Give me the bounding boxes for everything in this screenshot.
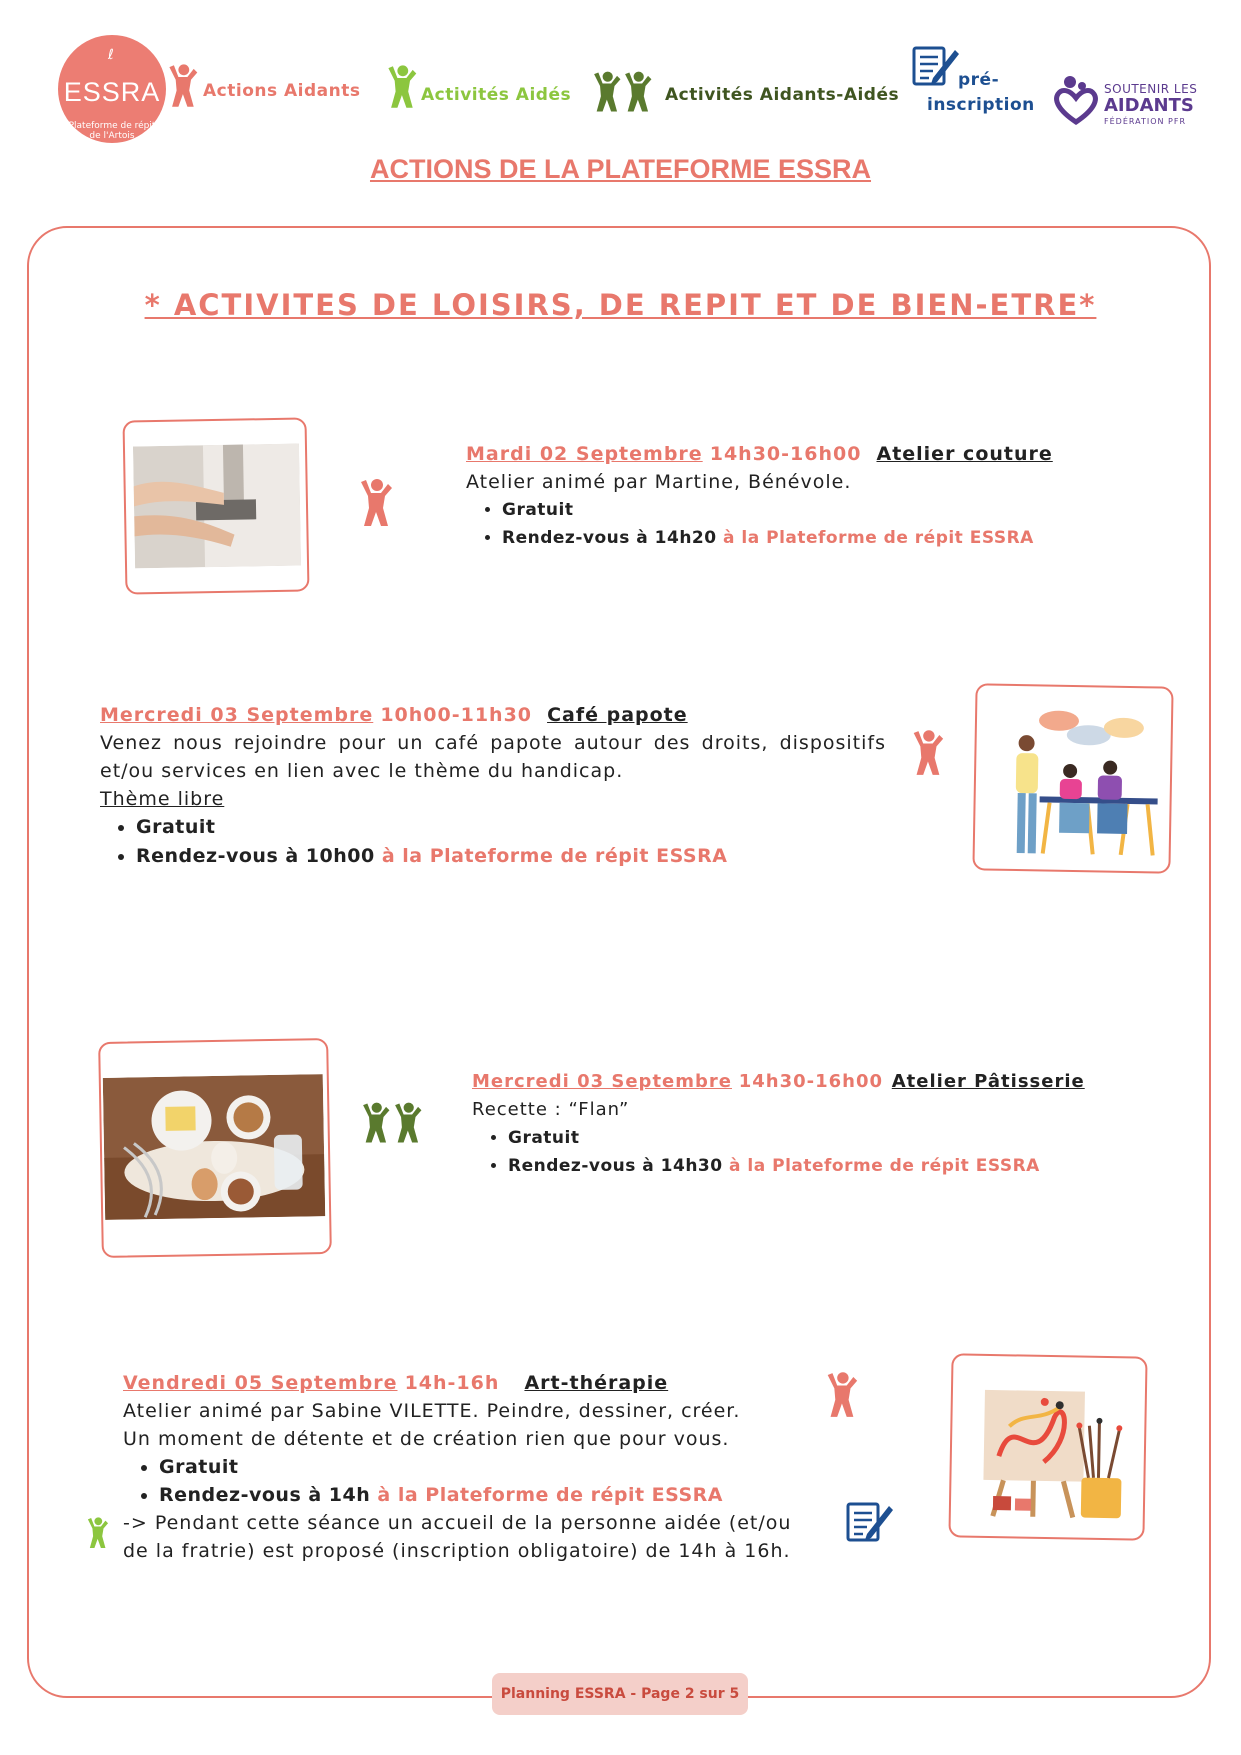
cafe-illustration-frame: [972, 683, 1173, 873]
page-title: ACTIONS DE LA PLATEFORME ESSRA: [369, 154, 872, 184]
event-note: -> Pendant cette séance un accueil de la personne aidée (et/ou de la fratrie) est proposé (inscription obligatoire) de 14h à 16h.: [123, 1512, 792, 1562]
legend-aidants: Actions Aidants: [203, 81, 361, 101]
event-time: 10h00-11h30: [380, 704, 533, 726]
event-name: Art-thérapie: [524, 1372, 669, 1394]
aidant-person-icon: [822, 1370, 860, 1420]
event-date: Mercredi 03 Septembre: [472, 1071, 732, 1092]
aidant-aide-person-icon: [390, 1100, 424, 1146]
event-description: Venez nous rejoindre pour un café papote autour des droits, dispositifs et/ou services en lien avec le thème du handicap.: [100, 732, 886, 782]
event-heading: [472, 1068, 1122, 1096]
aidant-person-icon: [164, 62, 200, 110]
event-art-therapie: [123, 1369, 813, 1565]
sewing-photo-frame: [122, 417, 309, 594]
aide-person-icon: [84, 1515, 110, 1551]
aidant-person-icon: [355, 476, 395, 530]
event-bullets: [100, 813, 886, 871]
event-description-line1: Atelier animé par Sabine VILETTE. Peindre, dessiner, créer.: [123, 1400, 741, 1422]
event-name: Atelier couture: [876, 443, 1053, 465]
event-heading: [100, 701, 886, 729]
event-date: Mercredi 03 Septembre: [100, 704, 374, 726]
bullet-price: • Gratuit: [136, 813, 886, 842]
event-atelier-patisserie: [472, 1068, 1122, 1180]
bullet-rendezvous: • Rendez-vous à 14h30 à la Plateforme de répit ESSRA: [508, 1152, 1122, 1180]
aidant-aide-person-icon: [589, 70, 623, 114]
preinscription-icon: [845, 1500, 895, 1544]
aide-person-icon: [383, 62, 419, 112]
event-name: Café papote: [547, 704, 688, 726]
legend-preinscription-line1: pré-: [958, 70, 1000, 90]
event-time: 14h30-16h00: [709, 443, 862, 465]
baking-ingredients-image: [103, 1074, 325, 1220]
logo-brand: ESSRA: [63, 77, 161, 107]
event-description: Atelier animé par Martine, Bénévole.: [466, 471, 852, 493]
event-bullets: [472, 1124, 1122, 1180]
legend-aides: Activités Aidés: [421, 85, 572, 105]
event-theme: Thème libre: [100, 788, 225, 810]
art-illustration-frame: [948, 1353, 1147, 1540]
event-bullets: [123, 1453, 813, 1509]
bullet-rendezvous: • Rendez-vous à 14h20 à la Plateforme de répit ESSRA: [502, 524, 1116, 552]
heart-people-icon: [1052, 72, 1100, 128]
page-footer: Planning ESSRA - Page 2 sur 5: [492, 1673, 748, 1715]
event-heading: [123, 1369, 813, 1397]
aidant-aide-person-icon: [358, 1100, 392, 1146]
event-time: 14h30-16h00: [738, 1071, 884, 1092]
event-date: Mardi 02 Septembre: [466, 443, 703, 465]
section-title: * ACTIVITES DE LOISIRS, DE REPIT ET DE BIEN-ETRE*: [144, 288, 1097, 322]
event-bullets: [466, 496, 1116, 552]
logo-tagline: Plateforme de répit de l'Artois: [68, 121, 156, 141]
aidant-aide-person-icon: [620, 70, 654, 114]
event-atelier-couture: [466, 440, 1116, 552]
event-description-line2: Un moment de détente et de création rien que pour vous.: [123, 1428, 730, 1450]
event-date: Vendredi 05 Septembre: [123, 1372, 398, 1394]
event-heading: [466, 440, 1116, 468]
bullet-rendezvous: • Rendez-vous à 10h00 à la Plateforme de répit ESSRA: [136, 842, 886, 871]
preinscription-icon: [911, 44, 961, 88]
sewing-machine-image: [133, 444, 301, 569]
bullet-price: • Gratuit: [502, 496, 1116, 524]
pastry-photo-frame: [98, 1038, 332, 1258]
legend-preinscription-line2: inscription: [927, 95, 1035, 115]
essra-logo: [58, 35, 166, 143]
event-time: 14h-16h: [404, 1372, 500, 1394]
event-cafe-papote: [100, 701, 886, 871]
bullet-price: • Gratuit: [159, 1453, 813, 1481]
meeting-illustration: [987, 698, 1160, 861]
soutenir-les-aidants-logo: SOUTENIR LES AIDANTS FÉDÉRATION PFR: [1052, 72, 1202, 132]
logo-swirl-icon: ℓ: [108, 47, 114, 63]
easel-painting-illustration: [963, 1366, 1136, 1529]
event-description: Recette : “Flan”: [472, 1099, 630, 1120]
event-name: Atelier Pâtisserie: [891, 1071, 1085, 1092]
aidant-person-icon: [908, 727, 946, 779]
bullet-rendezvous: • Rendez-vous à 14h à la Plateforme de répit ESSRA: [159, 1481, 813, 1509]
bullet-price: • Gratuit: [508, 1124, 1122, 1152]
legend-aidants-aides: Activités Aidants-Aidés: [665, 85, 900, 105]
